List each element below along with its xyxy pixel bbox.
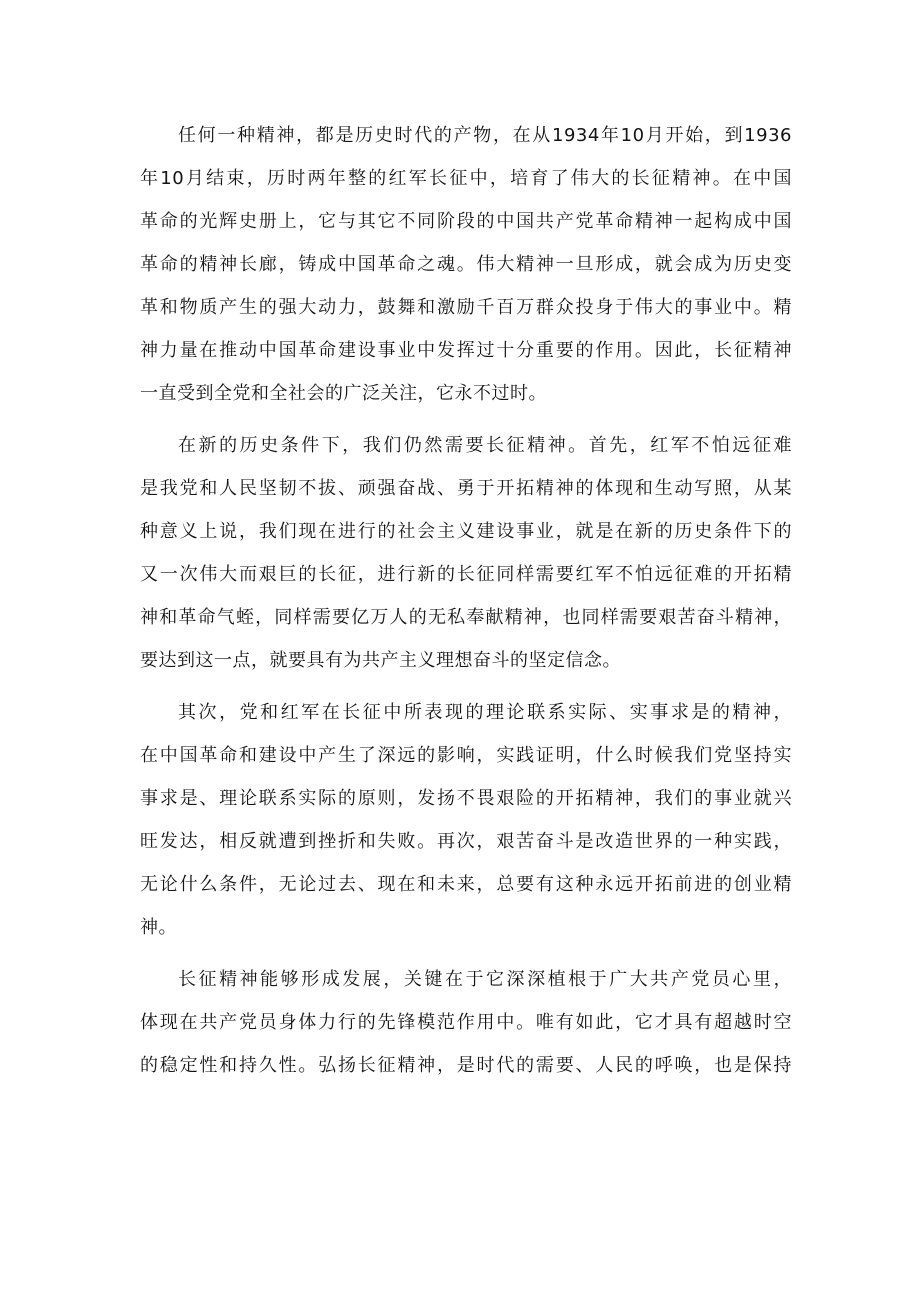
paragraph <box>140 424 792 682</box>
paragraph-line: 又一次伟大而艰巨的长征，进行新的长征同样需要红军不怕远征难的开拓精 <box>140 564 792 585</box>
paragraph-line: 是我党和人民坚韧不拔、顽强奋战、勇于开拓精神的体现和生动写照，从某 <box>140 478 792 499</box>
paragraph-line: 事求是、理论联系实际的原则，发扬不畏艰险的开拓精神，我们的事业就兴 <box>140 788 792 809</box>
paragraph-line: 在中国革命和建设中产生了深远的影响，实践证明，什么时候我们党坚持实 <box>140 745 792 766</box>
paragraph-line: 年10月结束，历时两年整的红军长征中，培育了伟大的长征精神。在中国 <box>140 168 792 189</box>
paragraph <box>140 114 792 415</box>
paragraph-line: 革命的精神长廊，铸成中国革命之魂。伟大精神一旦形成，就会成为历史变 <box>140 254 792 275</box>
paragraph-line: 的稳定性和持久性。弘扬长征精神，是时代的需要、人民的呼唤，也是保持 <box>140 1055 792 1076</box>
paragraph-line: 要达到这一点，就要具有为共产主义理想奋斗的坚定信念。 <box>140 650 621 671</box>
document-body <box>140 114 792 1087</box>
paragraph-line: 其次，党和红军在长征中所表现的理论联系实际、实事求是的精神， <box>178 702 792 723</box>
paragraph-line: 无论什么条件，无论过去、现在和未来，总要有这种永远开拓前进的创业精 <box>140 874 792 895</box>
paragraph-line: 在新的历史条件下，我们仍然需要长征精神。首先，红军不怕远征难 <box>178 435 792 456</box>
paragraph-line: 种意义上说，我们现在进行的社会主义建设事业，就是在新的历史条件下的 <box>140 521 792 542</box>
paragraph-line: 神和革命气蛭，同样需要亿万人的无私奉献精神，也同样需要艰苦奋斗精神， <box>140 607 792 628</box>
paragraph-line: 旺发达，相反就遭到挫折和失败。再次，艰苦奋斗是改造世界的一种实践， <box>140 831 792 852</box>
paragraph-line: 一直受到全党和全社会的广泛关注，它永不过时。 <box>140 383 547 404</box>
paragraph-line: 神。 <box>140 917 177 938</box>
paragraph-line: 神力量在推动中国革命建设事业中发挥过十分重要的作用。因此，长征精神 <box>140 340 792 361</box>
paragraph-line: 任何一种精神，都是历史时代的产物，在从1934年10月开始，到1936 <box>178 125 792 146</box>
paragraph-line: 体现在共产党员身体力行的先锋模范作用中。唯有如此，它才具有超越时空 <box>140 1012 792 1033</box>
paragraph <box>140 958 792 1087</box>
paragraph-line: 革和物质产生的强大动力，鼓舞和激励千百万群众投身于伟大的事业中。精 <box>140 297 792 318</box>
paragraph-line: 革命的光辉史册上，它与其它不同阶段的中国共产党革命精神一起构成中国 <box>140 211 792 232</box>
paragraph-line: 长征精神能够形成发展，关键在于它深深植根于广大共产党员心里， <box>178 969 792 990</box>
paragraph <box>140 691 792 949</box>
